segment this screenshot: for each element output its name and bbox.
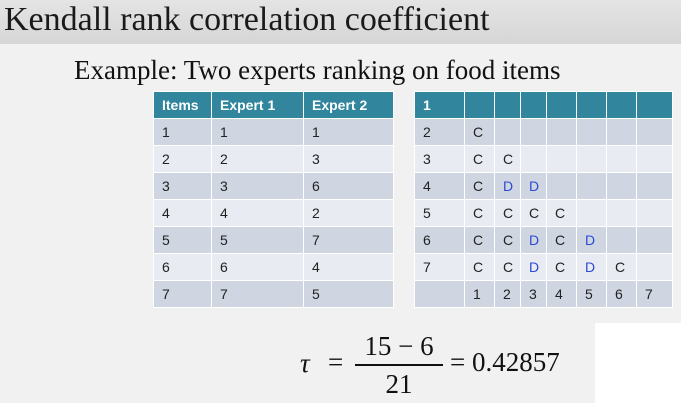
- pair-row-label: 4: [415, 173, 465, 200]
- pair-header-cell: [547, 92, 577, 119]
- concordant-cell: C: [547, 227, 577, 254]
- fraction: [355, 330, 443, 400]
- fraction-denominator: 21: [385, 369, 413, 399]
- empty-cell: [607, 227, 637, 254]
- fraction-numerator: 15 − 6: [364, 331, 434, 361]
- table-row: [415, 119, 673, 146]
- concordant-cell: C: [465, 254, 495, 281]
- table-row: [154, 227, 394, 254]
- tau-symbol: τ: [300, 348, 310, 378]
- empty-cell: [547, 173, 577, 200]
- rank-header-cell: Expert 1: [212, 92, 304, 119]
- table-row: [415, 173, 673, 200]
- pair-header-cell: [495, 92, 521, 119]
- pair-row-label: 3: [415, 146, 465, 173]
- fraction-bar: [355, 364, 443, 366]
- concordant-cell: C: [547, 200, 577, 227]
- white-overlay: [595, 323, 681, 403]
- rank-cell: 1: [304, 119, 394, 146]
- rank-cell: 4: [212, 200, 304, 227]
- ranking-table: [153, 91, 394, 308]
- rank-cell: 1: [154, 119, 212, 146]
- empty-cell: [547, 119, 577, 146]
- pair-row-label: 5: [415, 200, 465, 227]
- pair-footer-cell: 2: [495, 281, 521, 308]
- pair-header-cell: [607, 92, 637, 119]
- rank-cell: 3: [304, 146, 394, 173]
- rank-cell: 7: [212, 281, 304, 308]
- empty-cell: [637, 119, 673, 146]
- empty-cell: [637, 173, 673, 200]
- discordant-cell: D: [577, 227, 607, 254]
- rank-cell: 4: [304, 254, 394, 281]
- pair-footer-cell: 6: [607, 281, 637, 308]
- slide-title: Kendall rank correlation coefficient: [4, 1, 490, 38]
- discordant-cell: D: [577, 254, 607, 281]
- table-row: [154, 281, 394, 308]
- rank-header-cell: Items: [154, 92, 212, 119]
- rank-cell: 7: [304, 227, 394, 254]
- pair-header-cell: 1: [415, 92, 465, 119]
- rank-cell: 5: [304, 281, 394, 308]
- rank-cell: 2: [304, 200, 394, 227]
- rank-cell: 1: [212, 119, 304, 146]
- rank-cell: 2: [154, 146, 212, 173]
- rank-cell: 7: [154, 281, 212, 308]
- concordant-cell: C: [547, 254, 577, 281]
- rank-cell: 3: [154, 173, 212, 200]
- pair-footer-cell: 5: [577, 281, 607, 308]
- concordant-cell: C: [607, 254, 637, 281]
- pair-footer-row: [415, 281, 673, 308]
- formula-result: = 0.42857: [450, 347, 560, 377]
- empty-cell: [637, 200, 673, 227]
- empty-cell: [637, 146, 673, 173]
- pair-footer-cell: 7: [637, 281, 673, 308]
- empty-cell: [607, 146, 637, 173]
- table-row: [154, 254, 394, 281]
- pair-row-label: 6: [415, 227, 465, 254]
- table-row: [154, 173, 394, 200]
- discordant-cell: D: [495, 173, 521, 200]
- table-row: [154, 200, 394, 227]
- rank-cell: 2: [212, 146, 304, 173]
- pair-header-row: [415, 92, 673, 119]
- empty-cell: [607, 119, 637, 146]
- table-row: [415, 200, 673, 227]
- table-row: [415, 227, 673, 254]
- empty-cell: [607, 200, 637, 227]
- pair-footer-cell: 3: [521, 281, 547, 308]
- concordant-cell: C: [465, 146, 495, 173]
- pair-header-cell: [465, 92, 495, 119]
- concordant-cell: C: [465, 227, 495, 254]
- discordant-cell: D: [521, 173, 547, 200]
- pair-header-cell: [637, 92, 673, 119]
- empty-cell: [577, 119, 607, 146]
- concordant-cell: C: [465, 173, 495, 200]
- concordant-cell: C: [495, 254, 521, 281]
- rank-cell: 6: [154, 254, 212, 281]
- empty-cell: [637, 227, 673, 254]
- empty-cell: [521, 146, 547, 173]
- pair-footer-cell: 4: [547, 281, 577, 308]
- discordant-cell: D: [521, 227, 547, 254]
- concordant-cell: C: [465, 119, 495, 146]
- rank-cell: 3: [212, 173, 304, 200]
- concordant-cell: C: [495, 200, 521, 227]
- table-row: [154, 119, 394, 146]
- pair-footer-cell: 1: [465, 281, 495, 308]
- table-row: [415, 146, 673, 173]
- rank-cell: 6: [212, 254, 304, 281]
- table-row: [415, 254, 673, 281]
- concordant-cell: C: [495, 227, 521, 254]
- concordance-table: [414, 91, 673, 308]
- rank-cell: 5: [154, 227, 212, 254]
- pair-header-cell: [521, 92, 547, 119]
- concordant-cell: C: [521, 200, 547, 227]
- rank-cell: 6: [304, 173, 394, 200]
- empty-cell: [607, 173, 637, 200]
- slide-subtitle: Example: Two experts ranking on food items: [74, 55, 561, 85]
- concordant-cell: C: [495, 146, 521, 173]
- rank-cell: 4: [154, 200, 212, 227]
- empty-cell: [415, 281, 465, 308]
- empty-cell: [495, 119, 521, 146]
- rank-header-cell: Expert 2: [304, 92, 394, 119]
- empty-cell: [577, 200, 607, 227]
- pair-header-cell: [577, 92, 607, 119]
- rank-cell: 5: [212, 227, 304, 254]
- empty-cell: [637, 254, 673, 281]
- table-row: [154, 146, 394, 173]
- discordant-cell: D: [521, 254, 547, 281]
- pair-row-label: 7: [415, 254, 465, 281]
- empty-cell: [577, 146, 607, 173]
- equals-sign: =: [328, 347, 344, 377]
- empty-cell: [547, 146, 577, 173]
- empty-cell: [521, 119, 547, 146]
- pair-row-label: 2: [415, 119, 465, 146]
- concordant-cell: C: [465, 200, 495, 227]
- empty-cell: [577, 173, 607, 200]
